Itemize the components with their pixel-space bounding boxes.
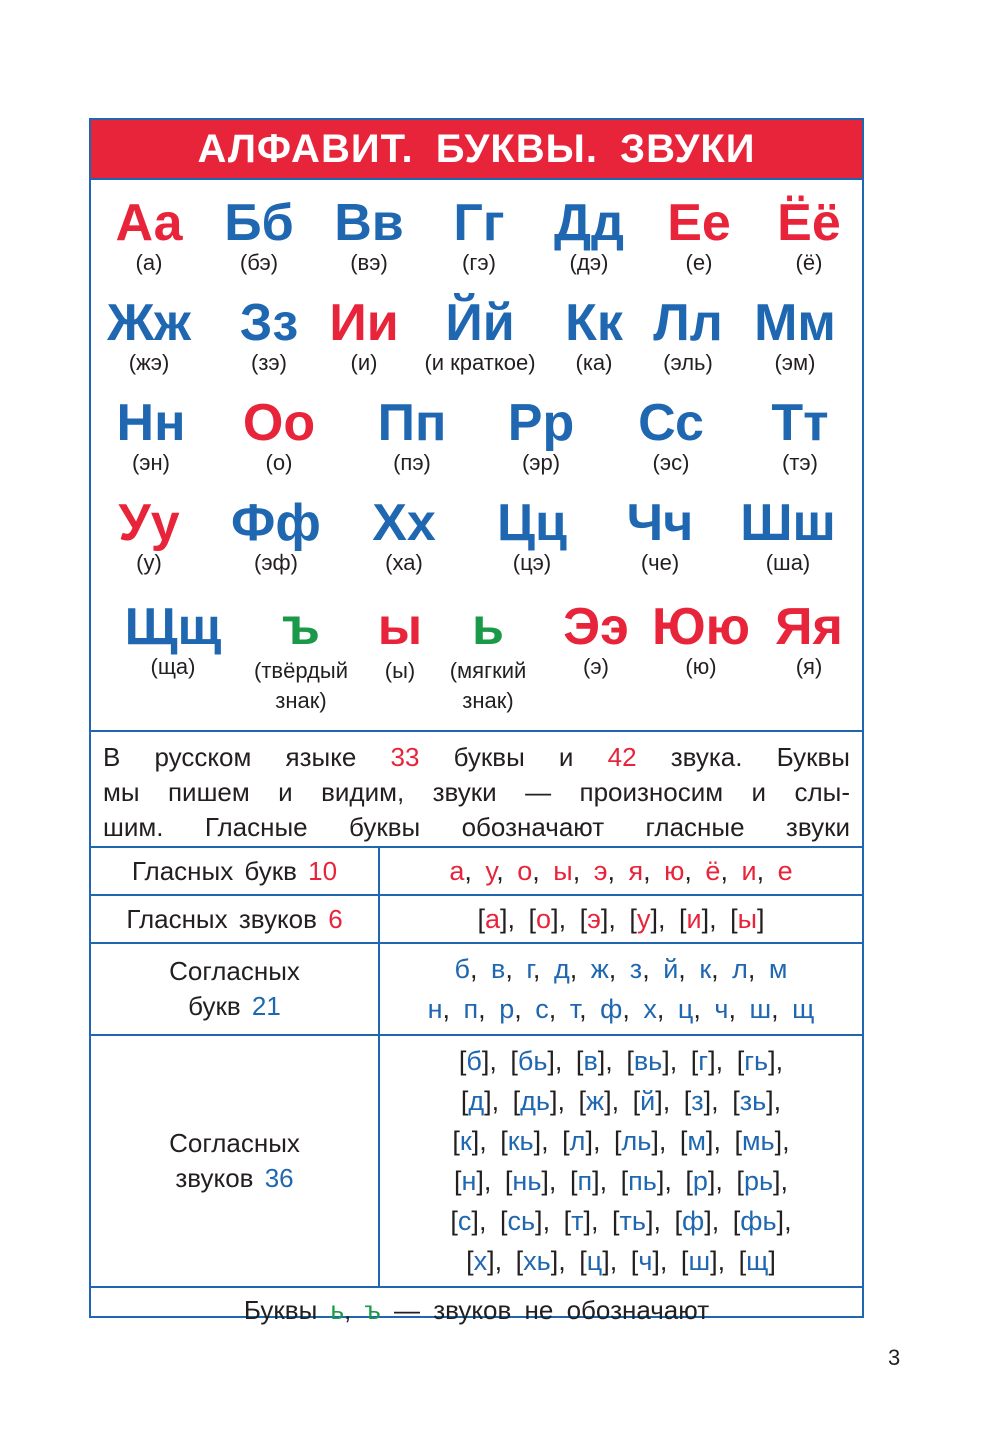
letter-glyph: ъ [282,598,320,656]
consonant-sound: н [461,1166,477,1196]
label-text: Согласных [169,1128,300,1158]
info-text: В русском языке [103,742,357,772]
consonant-sound: ль [621,1126,652,1156]
soft-sign: ь [330,1294,345,1325]
vowel-letters-line: а, у, о, ы, э, я, ю, ё, и, е [449,856,793,886]
consonant-sound: ш [688,1246,711,1276]
consonant-sound: щ [746,1246,769,1276]
letter-cell [723,494,853,578]
letter-name: (вэ) [350,250,388,275]
letter-name: (дэ) [569,250,609,275]
consonant-sound: т [571,1206,584,1236]
consonant-sound: с [457,1206,472,1236]
letter-cell [108,598,238,682]
consonant-letter: р [499,994,515,1024]
letter-cell [595,494,725,578]
letter-cell [467,494,597,578]
letter-glyph: Щщ [124,598,222,656]
consonant-letter: х [643,994,657,1024]
consonant-letter: п [463,994,479,1024]
letter-cell [476,394,606,478]
consonant-letter: ч [714,994,729,1024]
consonant-sound: л [569,1126,586,1156]
letter-glyph: Пп [377,394,447,452]
letter-name: (у) [136,550,162,575]
letter-glyph: ы [377,598,423,656]
letter-cell [84,294,214,378]
letter-cell [428,598,548,716]
vowel-sounds-line: [а], [о], [э], [у], [и], [ы] [477,904,765,934]
letter-cell [211,494,341,578]
consonant-sound: фь [740,1206,777,1236]
letter-glyph: Тт [771,394,829,452]
letter-name: (ха) [385,550,423,575]
consonant-sound: ц [586,1246,603,1276]
letter-glyph: ь [472,598,504,656]
consonant-sound: пь [628,1166,657,1196]
letter-name: (ё) [795,250,823,275]
letters-count: 33 [390,742,420,772]
letter-name: (ка) [575,350,613,375]
consonant-letter: б [454,954,470,984]
letter-glyph: Дд [553,194,625,252]
vowel-letter: э [593,856,608,886]
letter-glyph: Аа [115,194,183,252]
vowel-letter: ю [664,856,685,886]
consonant-letter: щ [792,994,815,1024]
consonant-sounds-line: [б], [бь], [в], [вь], [г], [гь], [458,1046,784,1076]
vowel-letter: ы [553,856,573,886]
letter-name: (зэ) [251,350,287,375]
letter-name: (ща) [150,654,196,679]
letter-name: (жэ) [128,350,170,375]
consonant-letters-line: н, п, р, с, т, ф, х, ц, ч, ш, щ [427,994,815,1024]
label-text: Гласных звуков [126,903,317,934]
vowel-sounds-count: 6 [328,903,343,934]
consonant-sound: м [687,1126,706,1156]
consonant-sound: р [692,1166,708,1196]
letter-name: (е) [685,250,713,275]
vowel-letters-label [91,848,380,894]
label-text: Гласных букв [131,855,297,886]
info-line-2: мы пишем и видим, звуки — произносим и слы- [103,777,850,807]
vowel-sounds-list [380,896,862,942]
consonant-sound: й [640,1086,656,1116]
consonant-letter: л [732,954,748,984]
letter-glyph: Оо [242,394,316,452]
letter-glyph: Нн [116,394,186,452]
letter-glyph: Юю [651,598,751,656]
consonant-sounds-line: [х], [хь], [ц], [ч], [ш], [щ] [466,1246,776,1276]
letter-glyph: Яя [775,598,843,656]
letter-glyph: Бб [224,194,294,252]
letter-cell [84,494,214,578]
consonant-letter: в [491,954,506,984]
info-line-3: шим. Гласные буквы обозначают гласные звуки [103,812,850,842]
letter-glyph: Ээ [563,598,629,656]
consonant-letter: т [569,994,580,1024]
letter-name: (ы) [384,658,416,683]
letter-cell [730,294,860,378]
vowel-letter: е [777,856,793,886]
consonant-sound: мь [741,1126,775,1156]
vowel-letter: а [449,856,465,886]
consonant-letters-line: б, в, г, д, ж, з, й, к, л, м [454,954,788,984]
consonant-sound: з [691,1086,704,1116]
vowel-letters-list [380,848,862,894]
letter-cell [744,194,874,278]
info-paragraph [91,732,862,848]
consonant-sounds-count: 36 [264,1163,294,1193]
consonant-sound: ч [638,1246,653,1276]
vowel-sounds-label [91,896,380,942]
consonant-sound: ж [586,1086,605,1116]
consonant-sound: вь [633,1046,663,1076]
consonant-letter: к [699,954,712,984]
consonant-letter: з [629,954,643,984]
letter-glyph: Шш [740,494,836,552]
consonant-letter: г [526,954,533,984]
consonant-letters-count: 21 [251,991,281,1021]
consonant-letters-list [380,944,862,1034]
label-text: Согласных [169,956,300,986]
letter-glyph: Цц [497,494,567,552]
letter-cell [86,394,216,478]
letter-glyph: Вв [334,194,404,252]
letter-cell [339,494,469,578]
consonant-sound: г [698,1046,709,1076]
letter-name: (че) [640,550,680,575]
letter-glyph: Ии [329,294,399,352]
consonant-letter: с [535,994,549,1024]
sounds-count: 42 [607,742,637,772]
letter-glyph: Рр [507,394,575,452]
letter-cell [735,394,865,478]
letter-glyph: Хх [372,494,436,552]
consonant-sounds-row [91,1036,862,1288]
letter-cell [214,394,344,478]
letter-name: (о) [265,450,293,475]
letter-glyph: Гг [453,194,505,252]
letter-glyph: Ее [667,194,731,252]
letter-name: (и краткое) [424,350,536,375]
consonant-sound: б [466,1046,482,1076]
letter-name: (эф) [254,550,298,575]
letter-glyph: Кк [565,294,623,352]
letter-name: (пэ) [393,450,431,475]
consonant-letter: ф [600,994,623,1024]
letter-name: (эс) [652,450,690,475]
letter-glyph: Йй [445,294,515,352]
letter-name: (бэ) [239,250,279,275]
consonant-sounds-label [91,1036,380,1286]
consonant-sound: бь [517,1046,548,1076]
letter-name: (э) [583,654,609,679]
hard-sign: ъ [364,1294,381,1325]
consonant-sound: хь [523,1246,551,1276]
consonant-sound: ть [619,1206,646,1236]
letter-glyph: Зз [239,294,299,352]
consonant-sound: нь [512,1166,542,1196]
consonant-letters-label [91,944,380,1034]
vowel-sound: э [587,904,601,934]
page-number: 3 [888,1345,901,1370]
letter-name: (гэ) [462,250,496,275]
info-text: буквы и [453,742,574,772]
letter-glyph: Мм [754,294,836,352]
consonant-sound: кь [507,1126,534,1156]
vowel-sound: ы [737,904,758,934]
footer-note: Буквы ь, ъ — звуков не обозначают [243,1294,710,1325]
vowel-letter: и [741,856,757,886]
consonant-letter: м [768,954,788,984]
letter-name: (я) [795,654,823,679]
letter-name: (эм) [774,350,816,375]
consonant-sound: дь [520,1086,550,1116]
consonant-sound: п [577,1166,593,1196]
footer-text: — звуков не обозначают [393,1294,710,1325]
consonant-sound: д [468,1086,485,1116]
consonant-letter: й [663,954,679,984]
letter-name: (тэ) [782,450,818,475]
letter-name: (эр) [521,450,561,475]
vowel-sound: а [484,904,500,934]
consonant-sound: х [473,1246,488,1276]
vowel-letter: ё [705,856,721,886]
consonant-sound: зь [739,1086,767,1116]
letter-name: (ю) [685,654,717,679]
consonant-sound: рь [743,1166,774,1196]
vowel-sounds-row [91,896,862,944]
consonant-sounds-line: [к], [кь], [л], [ль], [м], [мь], [452,1126,790,1156]
vowel-letters-row [91,848,862,896]
alphabet-grid [91,180,862,732]
vowel-letters-count: 10 [308,855,338,886]
letter-glyph: Ёё [777,194,841,252]
consonant-sound: гь [744,1046,769,1076]
vowel-sound: о [536,904,552,934]
consonant-letter: ц [677,994,694,1024]
page-title: АЛФАВИТ. БУКВЫ. ЗВУКИ [91,120,862,180]
consonant-letter: д [553,954,570,984]
footer-text: Буквы [243,1294,318,1325]
consonant-sound: ф [682,1206,705,1236]
letter-cell [744,598,874,682]
letter-glyph: Уу [118,494,180,552]
letter-cell [347,394,477,478]
letter-name: (цэ) [512,550,552,575]
letter-name: (эль) [663,350,713,375]
letter-name: (а) [135,250,163,275]
info-text: звука. Буквы [670,742,850,772]
consonant-sounds-line: [н], [нь], [п], [пь], [р], [рь], [453,1166,789,1196]
letter-glyph: Сс [638,394,704,452]
letter-name: (мягкий знак) [449,658,527,713]
consonant-sound: в [583,1046,598,1076]
vowel-sound: у [636,904,651,934]
consonant-letter: ж [590,954,609,984]
consonant-sound: к [459,1126,472,1156]
vowel-letter: о [517,856,533,886]
consonant-sounds-line: [с], [сь], [т], [ть], [ф], [фь], [450,1206,792,1236]
letter-glyph: Фф [231,494,321,552]
consonant-letter: н [427,994,443,1024]
label-text: букв [188,991,241,1021]
letter-glyph: Лл [653,294,723,352]
vowel-sound: и [686,904,702,934]
footer-row [91,1288,862,1332]
letter-cell [606,394,736,478]
letter-glyph: Жж [107,294,191,352]
info-line-1 [103,740,850,775]
letter-name: (твёрдый знак) [254,658,348,713]
letter-name: (эн) [131,450,171,475]
consonant-sound: сь [507,1206,536,1236]
letter-name: (и) [350,350,378,375]
label-text: звуков [175,1163,254,1193]
alphabet-poster [89,118,864,1325]
vowel-letter: я [628,856,644,886]
vowel-letter: у [485,856,497,886]
consonant-letters-row [91,944,862,1036]
consonant-letter: ш [749,994,772,1024]
letter-glyph: Чч [626,494,694,552]
letter-name: (ша) [765,550,811,575]
consonant-sounds-line: [д], [дь], [ж], [й], [з], [зь], [460,1086,782,1116]
consonant-sounds-list [380,1036,862,1286]
